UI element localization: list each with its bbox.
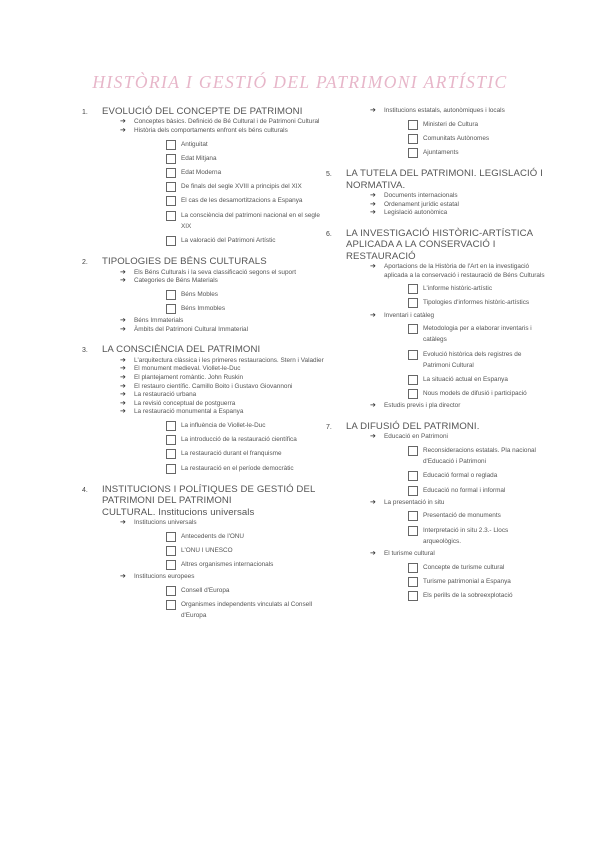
left-column (82, 106, 330, 631)
checklist-item-label: De finals del segle XVIII a principis del XIX (181, 183, 302, 191)
outline-item (120, 408, 330, 417)
checkbox[interactable] (408, 375, 418, 385)
checklist-item (166, 289, 330, 300)
outline-item-label: La restauració monumental a Espanya (134, 408, 244, 416)
checklist-item-label: El cas de les desamortitzacions a Espanya (181, 197, 303, 205)
checklist-item (408, 119, 546, 130)
outline-item-label: Béns Immaterials (134, 317, 184, 325)
checkbox[interactable] (408, 486, 418, 496)
checklist-item (166, 559, 330, 570)
outline-item (120, 317, 330, 326)
checklist-item-label: Antiguitat (181, 140, 208, 148)
checklist-item-label: Béns Mobles (181, 290, 218, 298)
checklist-item (408, 562, 546, 573)
arrow-icon: ➔ (120, 325, 126, 333)
section-heading (82, 106, 330, 117)
outline-section (82, 344, 330, 473)
checkbox[interactable] (408, 471, 418, 481)
outline-item (370, 402, 546, 411)
outline-item-label: Institucions estatals, autonòmiques i locals (384, 107, 505, 114)
checklist-item-label: Tipologies d'informes històric-artístics (423, 299, 530, 307)
checklist-item-label: Béns Immobles (181, 305, 226, 313)
checkbox[interactable] (166, 168, 176, 178)
checklist-item (166, 585, 330, 596)
arrow-icon: ➔ (120, 382, 126, 390)
outline-item (370, 550, 546, 559)
outline-item-label: Inventari i catàleg (384, 311, 435, 319)
checklist-item (166, 235, 330, 246)
checklist-item (408, 525, 546, 547)
checkbox[interactable] (408, 389, 418, 399)
checklist-item-label: Edat Moderna (181, 169, 222, 176)
checklist-item-label: Reconsideracions estatals. Pla nacional d'Educació i Patrimoni (423, 447, 536, 466)
outline-item (120, 573, 330, 582)
section-title: LA TUTELA DEL PATRIMONI. LEGISLACIÓ I NORMATIVA. (346, 168, 543, 191)
arrow-icon: ➔ (370, 498, 376, 506)
section-heading (326, 168, 546, 191)
checkbox[interactable] (166, 196, 176, 206)
checklist-item (408, 470, 546, 481)
checkbox[interactable] (166, 140, 176, 150)
outline-section (326, 107, 546, 158)
checkbox[interactable] (166, 421, 176, 431)
checklist-item (166, 153, 330, 164)
checklist-item (166, 303, 330, 314)
outline-item (370, 499, 546, 508)
checklist-item-label: Educació formal o reglada (423, 472, 498, 480)
section-title: LA INVESTIGACIÓ HISTÒRIC-ARTÍSTICA APLICADA A LA CONSERVACIÓ I RESTAURACIÓ (346, 227, 533, 262)
section-number: 1. (82, 109, 88, 116)
checklist-item-label: La consciència del patrimoni nacional en el segle XIX (181, 211, 320, 230)
outline-item-label: El plantejament romàntic. John Ruskin (134, 374, 244, 381)
checklist-item-label: Concepte de turisme cultural (423, 563, 505, 571)
section-number: 6. (326, 230, 332, 238)
section-subtitle: CULTURAL. Institucions universals (102, 506, 255, 518)
checklist-item-label: La valoració del Patrimoni Artístic (181, 237, 276, 245)
checklist-item (166, 448, 330, 459)
checkbox[interactable] (408, 148, 418, 158)
outline-item (120, 365, 330, 374)
page-title: HISTÒRIA I GESTIÓ DEL PATRIMONI ARTÍSTIC (92, 72, 508, 92)
checklist-item-label: La influència de Viollet-le-Duc (181, 421, 266, 429)
outline-item (120, 374, 330, 383)
checkbox[interactable] (166, 600, 176, 610)
arrow-icon: ➔ (120, 573, 126, 581)
arrow-icon: ➔ (120, 317, 126, 325)
checkbox[interactable] (166, 546, 176, 556)
checkbox[interactable] (408, 134, 418, 144)
section-number: 5. (326, 171, 332, 179)
checklist-item-label: Organismes independents vinculats al Consell d'Europa (181, 601, 313, 620)
checkbox[interactable] (166, 211, 176, 221)
outline-item-label: El monument medieval. Viollet-le-Duc (134, 365, 241, 373)
outline-item-label: Categories de Béns Materials (134, 277, 218, 285)
checklist-item (408, 485, 546, 496)
checklist-item (408, 283, 546, 294)
outline-item (370, 192, 546, 201)
arrow-icon: ➔ (120, 519, 126, 526)
checklist-item (166, 210, 330, 232)
section-number: 7. (326, 424, 332, 432)
arrow-icon: ➔ (120, 365, 126, 373)
checklist-item-label: Metodologia per a elaborar inventaris i catàlegs (423, 325, 532, 344)
arrow-icon: ➔ (370, 209, 376, 217)
arrow-icon: ➔ (370, 263, 376, 271)
outline-item-label: Estudis previs i pla director (384, 402, 461, 410)
checkbox[interactable] (408, 324, 418, 334)
outline-item-label: La revisió conceptual de postguerra (134, 399, 236, 407)
arrow-icon: ➔ (370, 192, 376, 200)
checklist-item (408, 510, 546, 521)
arrow-icon: ➔ (120, 127, 126, 134)
checkbox[interactable] (166, 435, 176, 445)
arrow-icon: ➔ (120, 399, 126, 407)
checklist-item (166, 139, 330, 150)
checkbox[interactable] (408, 298, 418, 308)
checklist-item-label: Evolució històrica dels registres de Patrimoni Cultural (423, 350, 522, 369)
outline-item-label: Educació en Patrimoni (384, 433, 448, 441)
checklist-item (166, 599, 330, 621)
arrow-icon: ➔ (370, 200, 376, 208)
section-number: 2. (82, 259, 88, 267)
section-title: INSTITUCIONS I POLÍTIQUES DE GESTIÓ DEL PATRIMONI DEL PATRIMONI CULTURAL. Institucions universals (102, 483, 316, 518)
checkbox[interactable] (408, 120, 418, 130)
checkbox[interactable] (408, 526, 418, 536)
arrow-icon: ➔ (370, 311, 376, 319)
checklist-item-label: Edat Mitjana (181, 154, 217, 162)
checklist-item-label: Ministeri de Cultura (423, 120, 479, 128)
checkbox[interactable] (408, 563, 418, 573)
checklist-item (166, 531, 330, 542)
checkbox[interactable] (166, 586, 176, 596)
checklist-item (408, 374, 546, 385)
outline-section (326, 168, 546, 218)
checkbox[interactable] (166, 290, 176, 300)
checklist-item (408, 323, 546, 345)
outline-item-label: Documents internacionals (384, 192, 458, 200)
outline-section (326, 228, 546, 411)
arrow-icon: ➔ (370, 402, 376, 410)
arrow-icon: ➔ (120, 374, 126, 381)
checklist-item-label: L'informe històric-artístic (423, 285, 493, 293)
outline-item (120, 357, 330, 366)
checklist-item (408, 590, 546, 601)
checkbox[interactable] (166, 464, 176, 474)
checklist-item (408, 147, 546, 158)
outline-item-label: Ordenament jurídic estatal (384, 200, 459, 208)
checklist-item (408, 388, 546, 399)
checkbox[interactable] (166, 560, 176, 570)
outline-item (120, 269, 330, 278)
section-number: 4. (82, 486, 88, 494)
checkbox[interactable] (166, 236, 176, 246)
checklist-item-label: Interpretació in situ 2.3.- Llocs arqueològics. (423, 526, 509, 545)
checklist-item (166, 545, 330, 556)
checklist-item-label: Nous models de difusió i participació (423, 390, 527, 398)
outline-item-label: Legislació autonòmica (384, 209, 448, 217)
outline-item (370, 201, 546, 210)
checklist-item (166, 463, 330, 474)
checklist-item (408, 297, 546, 308)
outline-item (120, 383, 330, 392)
outline-item (370, 209, 546, 218)
checklist-item-label: Presentació de monuments (423, 512, 501, 520)
checkbox[interactable] (166, 182, 176, 192)
outline-item (120, 391, 330, 400)
arrow-icon: ➔ (370, 550, 376, 558)
section-title: LA DIFUSIÓ DEL PATRIMONI. (346, 421, 480, 433)
arrow-icon: ➔ (120, 356, 126, 364)
checklist-item-label: L'ONU I UNESCO (181, 546, 233, 554)
section-heading (82, 256, 330, 267)
arrow-icon: ➔ (120, 277, 126, 285)
outline-item-label: El restauro científic. Camillo Boito i Gustavo Giovannoni (134, 382, 293, 390)
outline-item (370, 107, 546, 116)
section-heading (82, 344, 330, 355)
checklist-item (166, 195, 330, 206)
checklist-item (408, 349, 546, 371)
outline-item-label: La restauració urbana (134, 391, 197, 399)
checklist-item-label: Consell d'Europa (181, 586, 230, 594)
checklist-item-label: Turisme patrimonial a Espanya (423, 577, 511, 585)
checklist-item-label: Educació no formal i informal (423, 486, 506, 494)
checklist-item (166, 167, 330, 178)
outline-item (120, 400, 330, 409)
outline-item (120, 118, 330, 127)
checkbox[interactable] (408, 591, 418, 601)
checklist-item (166, 420, 330, 431)
checkbox[interactable] (166, 154, 176, 164)
outline-item (120, 326, 330, 335)
checklist-item-label: La restauració en el període democràtic (181, 464, 294, 472)
checklist-item (408, 576, 546, 587)
outline-item (120, 519, 330, 528)
checklist-item-label: Comunitats Autònomes (423, 134, 490, 142)
arrow-icon: ➔ (120, 118, 126, 126)
outline-item (370, 312, 546, 321)
right-column (326, 106, 546, 611)
arrow-icon: ➔ (370, 433, 376, 441)
outline-item-label: Aportacions de la Història de l'Art en la investigació aplicada a la conservació i restauració de Béns Culturals (384, 263, 545, 279)
checkbox[interactable] (408, 350, 418, 360)
outline-section (82, 256, 330, 334)
checkbox[interactable] (166, 532, 176, 542)
checklist-item-label: Antecedents de l'ONU (181, 532, 245, 540)
outline-item (370, 263, 546, 280)
outline-item (120, 277, 330, 286)
section-title: TIPOLOGIES DE BÉNS CULTURALS (102, 256, 267, 268)
checklist-item-label: Ajuntaments (423, 149, 459, 156)
checklist-item-label: La introducció de la restauració científica (181, 436, 297, 444)
outline-item (120, 127, 330, 136)
checkbox[interactable] (408, 511, 418, 521)
section-heading (326, 421, 546, 432)
outline-section (82, 484, 330, 622)
arrow-icon: ➔ (120, 391, 126, 399)
outline-item-label: Els Béns Culturals i la seva classificació segons el suport (134, 268, 296, 276)
section-title: LA CONSCIÈNCIA DEL PATRIMONI (102, 344, 261, 356)
checkbox[interactable] (408, 577, 418, 587)
checklist-item-label: La situació actual en Espanya (423, 376, 508, 384)
outline-item-label: Història dels comportaments enfront els béns culturals (134, 127, 288, 134)
checklist-item-label: La restauració durant el franquisme (181, 450, 282, 458)
outline-item-label: Institucions universals (134, 519, 197, 526)
checklist-item (408, 133, 546, 144)
arrow-icon: ➔ (120, 408, 126, 416)
arrow-icon: ➔ (120, 268, 126, 276)
section-heading (82, 484, 330, 518)
outline-item (370, 433, 546, 442)
checkbox[interactable] (166, 304, 176, 314)
arrow-icon: ➔ (370, 107, 376, 114)
outline-section (82, 106, 330, 246)
checklist-item (166, 434, 330, 445)
section-number: 3. (82, 347, 88, 355)
outline-item-label: L'arquitectura clàssica i les primeres restauracions. Stern i Valadier (134, 356, 324, 364)
checklist-item-label: Altres organismes internacionals (181, 561, 274, 568)
checklist-item (408, 445, 546, 467)
outline-item-label: Conceptes bàsics. Definició de Bé Cultural i de Patrimoni Cultural (134, 118, 320, 126)
checkbox[interactable] (408, 284, 418, 294)
outline-section (326, 421, 546, 601)
outline-item-label: Àmbits del Patrimoni Cultural Immaterial (134, 325, 249, 333)
checkbox[interactable] (166, 449, 176, 459)
outline-item-label: Institucions europees (134, 573, 195, 581)
outline-item-label: El turisme cultural (384, 550, 435, 558)
section-heading (326, 228, 546, 262)
checklist-item (166, 181, 330, 192)
checkbox[interactable] (408, 446, 418, 456)
section-title: EVOLUCIÓ DEL CONCEPTE DE PATRIMONI (102, 106, 303, 117)
checklist-item-label: Els perills de la sobreexplotació (423, 592, 513, 600)
outline-item-label: La presentació in situ (384, 498, 445, 506)
